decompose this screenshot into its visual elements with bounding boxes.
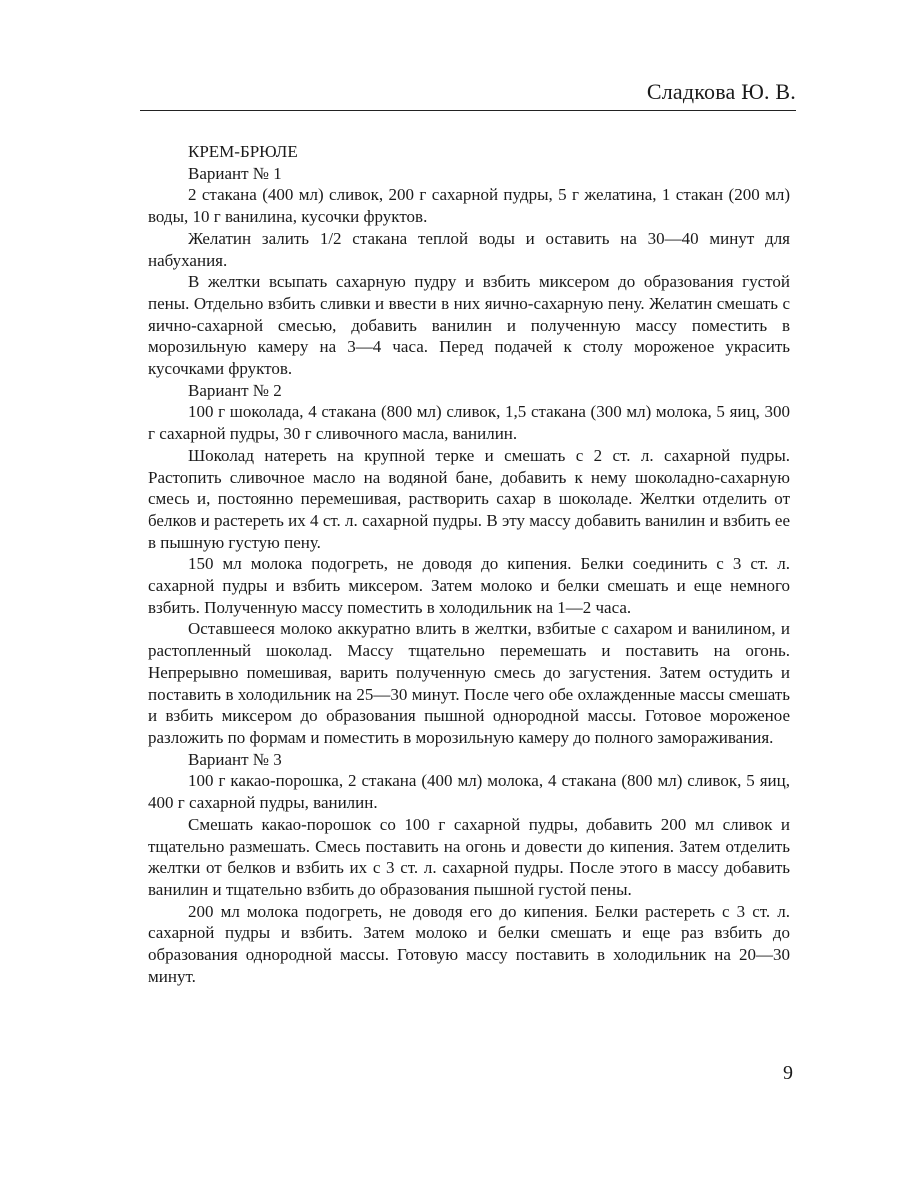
variant-1-label: Вариант № 1	[188, 163, 282, 183]
recipe-title: КРЕМ-БРЮЛЕ	[188, 142, 298, 161]
variant-1-ingredients: 2 стакана (400 мл) сливок, 200 г сахарной пудры, 5 г желатина, 1 стакан (200 мл) воды, 10 г ванилина, кусочки фруктов.	[148, 185, 790, 227]
variant-3-label: Вариант № 3	[188, 749, 282, 769]
running-header	[140, 78, 796, 111]
variant-3-ingredients: 100 г какао-порошка, 2 стакана (400 мл) молока, 4 стакана (800 мл) сливок, 5 яиц, 400 г сахарной пудры, ванилин.	[148, 771, 790, 813]
author-name: Сладкова Ю. В.	[646, 79, 796, 104]
variant-2-label: Вариант № 2	[188, 380, 282, 400]
recipe-content	[148, 141, 790, 987]
variant-2-step: 150 мл молока подогреть, не доводя до кипения. Белки соединить с 3 ст. л. сахарной пудры и взбить миксером. Затем молоко и белки смешать и еще немного взбить. Полученную массу поместить в холодильник на 1—2 часа.	[148, 554, 790, 617]
variant-2-step: Шоколад натереть на крупной терке и смешать с 2 ст. л. сахарной пудры. Растопить сливочное масло на водяной бане, добавить к нему шоколадно-сахарную смесь и, постоянно перемешивая, растворить сахар в шоколаде. Желтки отделить от белков и растереть их 4 ст. л. сахарной пудры. В эту массу добавить ванилин и взбить ее в пышную густую пену.	[148, 445, 790, 552]
variant-2-ingredients: 100 г шоколада, 4 стакана (800 мл) сливок, 1,5 стакана (300 мл) молока, 5 яиц, 300 г сахарной пудры, 30 г сливочного масла, ванилин.	[148, 402, 790, 444]
variant-3-step: Смешать какао-порошок со 100 г сахарной пудры, добавить 200 мл сливок и тщательно размешать. Смесь поставить на огонь и довести до кипения. Затем отделить желтки от белков и взбить их с 3 ст. л. сахарной пудры. После этого в массу добавить ванилин и тщательно взбить до образования пышной густой пены.	[148, 814, 790, 899]
variant-2-step: Оставшееся молоко аккуратно влить в желтки, взбитые с сахаром и ванилином, и растопленный шоколад. Массу тщательно перемешать и поставить на огонь. Непрерывно помешивая, варить полученную смесь до загустения. Затем остудить и поставить в холодильник на 25—30 минут. После чего обе охлажденные массы смешать и взбить миксером до образования пышной однородной массы. Готовое мороженое разложить по формам и поместить в морозильную камеру до полного замораживания.	[148, 619, 790, 747]
variant-1-step: В желтки всыпать сахарную пудру и взбить миксером до образования густой пены. Отдельно взбить сливки и ввести в них яично-сахарную пену. Желатин смешать с яично-сахарной смесью, добавить ванилин и полученную массу поместить в морозильную камеру на 3—4 часа. Перед подачей к столу мороженое украсить кусочками фруктов.	[148, 272, 790, 379]
variant-3-step: 200 мл молока подогреть, не доводя его до кипения. Белки растереть с 3 ст. л. сахарной пудры и взбить. Затем молоко и белки смешать и еще раз взбить до образования однородной массы. Готовую массу поставить в холодильник на 20—30 минут.	[148, 901, 790, 986]
page-number: 9	[783, 1062, 793, 1084]
variant-1-step: Желатин залить 1/2 стакана теплой воды и оставить на 30—40 минут для набухания.	[148, 228, 790, 270]
